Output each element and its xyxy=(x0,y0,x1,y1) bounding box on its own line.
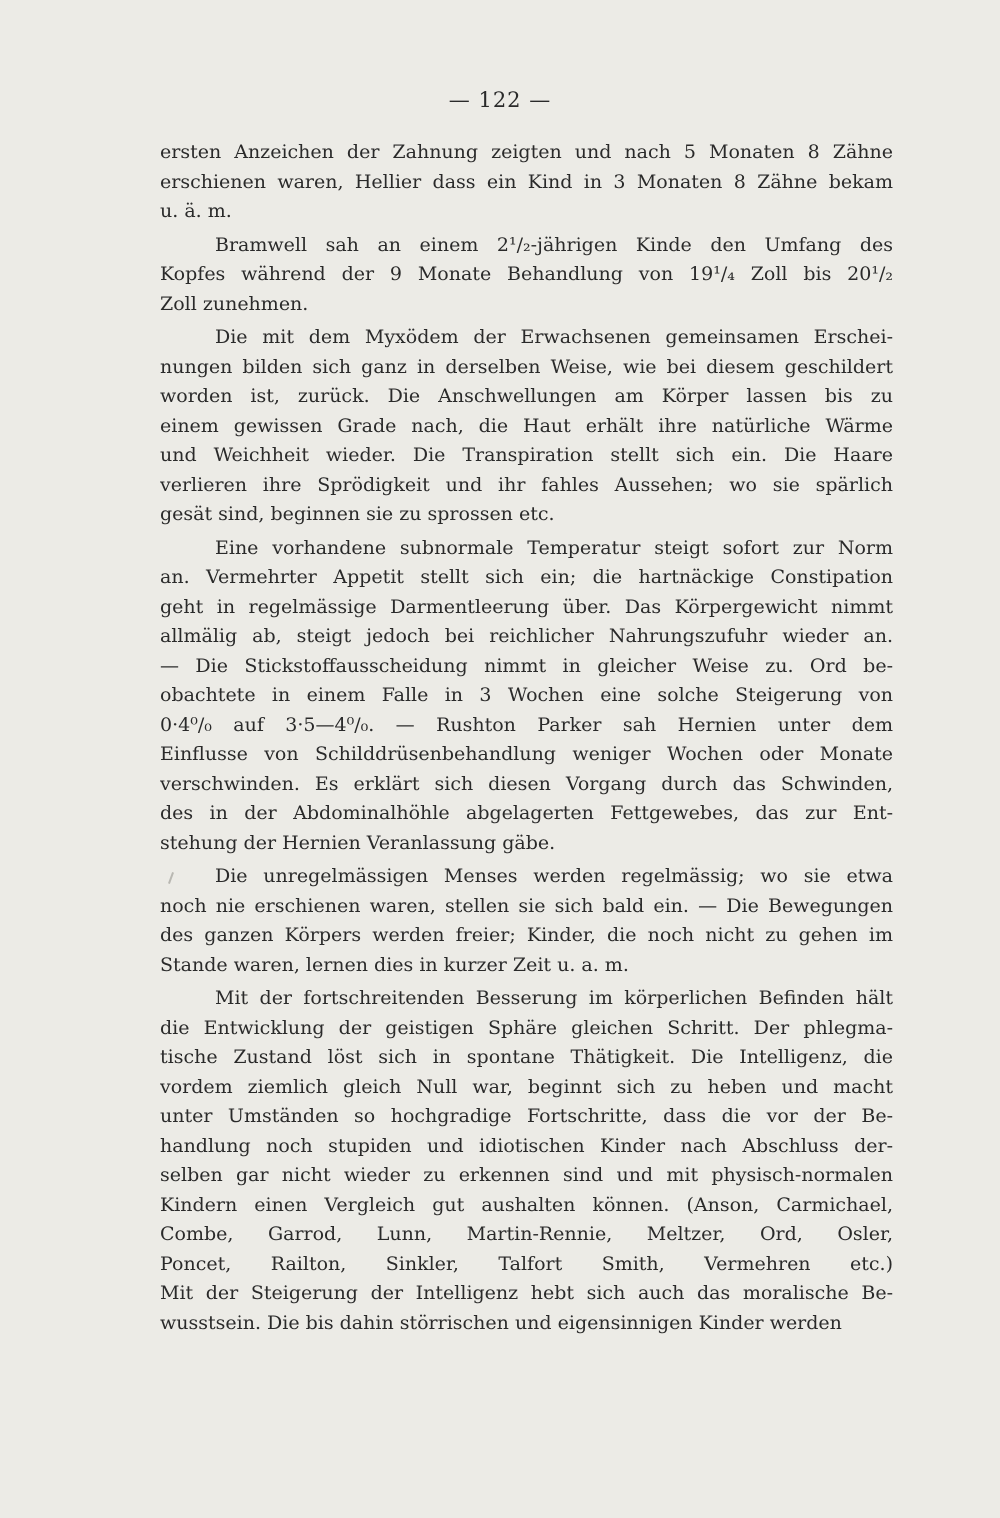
paragraph xyxy=(160,984,893,1338)
text-line: tische Zustand löst sich in spontane Thätigkeit. Die Intelligenz, die xyxy=(160,1046,893,1068)
text-line: des in der Abdominalhöhle abgelagerten Fettgewebes, das zur Ent- xyxy=(160,802,893,824)
page-number: — 122 — xyxy=(448,88,552,112)
text-line: Mit der fortschreitenden Besserung im körperlichen Befinden hält xyxy=(215,987,893,1009)
paragraph xyxy=(160,534,893,859)
text-line: ersten Anzeichen der Zahnung zeigten und nach 5 Monaten 8 Zähne xyxy=(160,141,893,163)
text-line: Mit der Steigerung der Intelligenz hebt sich auch das moralische Be- xyxy=(160,1282,893,1304)
text-line: Bramwell sah an einem 2¹/₂-jährigen Kinde den Umfang des xyxy=(215,233,893,256)
paragraph xyxy=(160,323,893,530)
text-line: 0·4⁰/₀ auf 3·5—4⁰/₀. — Rushton Parker sah Hernien unter dem xyxy=(160,713,893,736)
text-line: Kindern einen Vergleich gut aushalten können. (Anson, Carmichael, xyxy=(160,1193,893,1216)
text-line: Combe, Garrod, Lunn, Martin-Rennie, Meltzer, Ord, Osler, xyxy=(160,1223,893,1245)
text-line: unter Umständen so hochgradige Fortschritte, dass die vor der Be- xyxy=(160,1105,893,1127)
text-line: wusstsein. Die bis dahin störrischen und eigensinnigen Kinder werden xyxy=(160,1311,842,1334)
text-line: allmälig ab, steigt jedoch bei reichlicher Nahrungszufuhr wieder an. xyxy=(160,625,893,647)
text-line: Stande waren, lernen dies in kurzer Zeit u. a. m. xyxy=(160,953,629,976)
text-line: Poncet, Railton, Sinkler, Talfort Smith, Vermehren etc.) xyxy=(160,1252,893,1275)
text-line: Die unregelmässigen Menses werden regelmässig; wo sie etwa xyxy=(215,865,893,887)
text-line: nungen bilden sich ganz in derselben Weise, wie bei diesem geschildert xyxy=(160,355,893,378)
text-line: an. Vermehrter Appetit stellt sich ein; die hartnäckige Constipation xyxy=(160,566,893,588)
text-line: und Weichheit wieder. Die Transpiration stellt sich ein. Die Haare xyxy=(160,444,893,466)
text-line: Zoll zunehmen. xyxy=(160,292,309,315)
text-line: vordem ziemlich gleich Null war, beginnt sich zu heben und macht xyxy=(160,1075,893,1098)
text-line: verschwinden. Es erklärt sich diesen Vorgang durch das Schwinden, xyxy=(160,772,893,795)
body-text xyxy=(160,138,893,1338)
text-line: obachtete in einem Falle in 3 Wochen eine solche Steigerung von xyxy=(160,684,893,706)
text-line: gesät sind, beginnen sie zu sprossen etc. xyxy=(160,503,555,525)
paragraph xyxy=(160,231,893,320)
text-line: erschienen waren, Hellier dass ein Kind in 3 Monaten 8 Zähne bekam xyxy=(160,170,893,193)
text-line: die Entwicklung der geistigen Sphäre gleichen Schritt. Der phlegma- xyxy=(160,1016,893,1039)
text-line: Eine vorhandene subnormale Temperatur steigt sofort zur Norm xyxy=(215,536,893,559)
paragraph xyxy=(160,862,893,980)
text-line: Die mit dem Myxödem der Erwachsenen gemeinsamen Erschei- xyxy=(215,326,893,348)
text-line: verlieren ihre Sprödigkeit und ihr fahles Aussehen; wo sie spärlich xyxy=(160,473,893,496)
text-line: selben gar nicht wieder zu erkennen sind und mit physisch-normalen xyxy=(160,1164,893,1186)
text-line: stehung der Hernien Veranlassung gäbe. xyxy=(160,831,556,854)
text-line: Einflusse von Schilddrüsenbehandlung weniger Wochen oder Monate xyxy=(160,743,893,765)
text-line: noch nie erschienen waren, stellen sie sich bald ein. — Die Bewegungen xyxy=(160,894,893,917)
text-line: Kopfes während der 9 Monate Behandlung von 19¹/₄ Zoll bis 20¹/₂ xyxy=(160,263,893,285)
paragraph xyxy=(160,138,893,227)
text-line: des ganzen Körpers werden freier; Kinder, die noch nicht zu gehen im xyxy=(160,924,893,946)
text-line: worden ist, zurück. Die Anschwellungen am Körper lassen bis zu xyxy=(160,385,893,407)
text-line: handlung noch stupiden und idiotischen Kinder nach Abschluss der- xyxy=(160,1134,893,1157)
text-line: einem gewissen Grade nach, die Haut erhält ihre natürliche Wärme xyxy=(160,414,893,437)
text-line: geht in regelmässige Darmentleerung über. Das Körpergewicht nimmt xyxy=(160,595,893,618)
text-line: u. ä. m. xyxy=(160,200,232,222)
text-line: — Die Stickstoffausscheidung nimmt in gleicher Weise zu. Ord be- xyxy=(160,654,893,677)
